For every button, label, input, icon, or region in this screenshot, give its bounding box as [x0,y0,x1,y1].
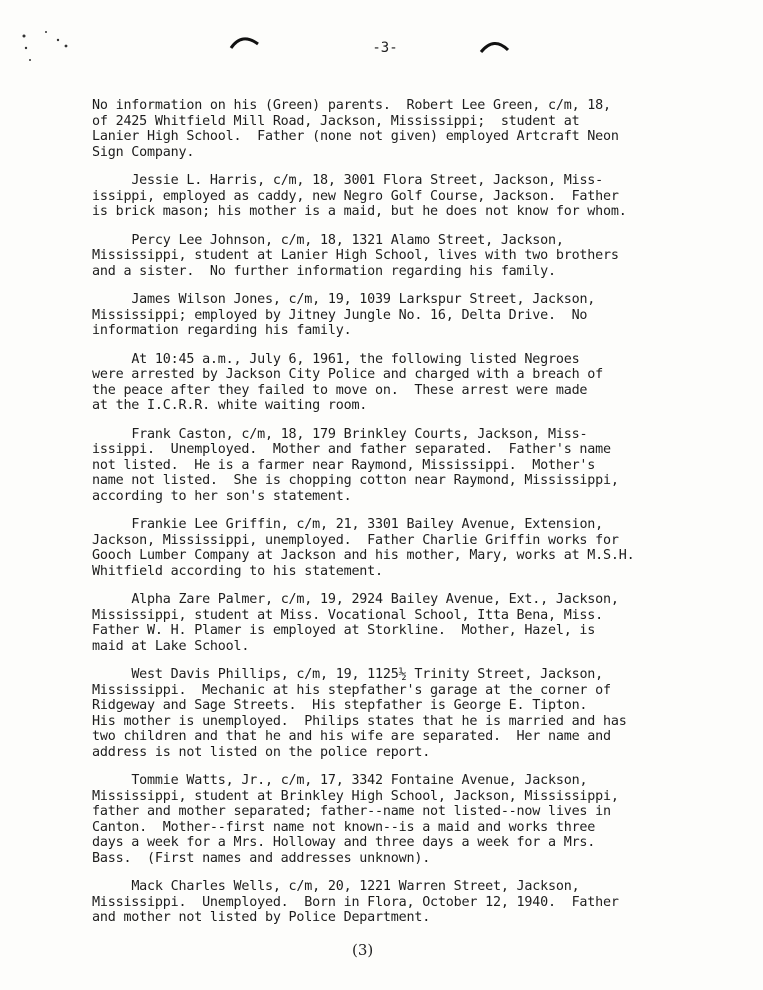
footer-page-mark: (3) [352,941,374,959]
document-body [92,98,710,939]
staple-mark-right [478,34,512,56]
paragraph-wells: Mack Charles Wells, c/m, 20, 1221 Warren Street, Jackson, Mississippi. Unemployed. Born in Flora, October 12, 1940. Father and mother not listed by Police Department. [92,879,619,925]
paragraph-jones: James Wilson Jones, c/m, 19, 1039 Larkspur Street, Jackson, Mississippi; employed by Jitney Jungle No. 16, Delta Drive. No information regarding his family. [92,292,596,338]
staple-mark-left [228,30,262,52]
paragraph-griffin: Frankie Lee Griffin, c/m, 21, 3301 Bailey Avenue, Extension, Jackson, Mississippi, unemployed. Father Charlie Griffin works for Gooch Lumber Company at Jackson and his mother, Mary, works at M.S.H. Whitfield according to his statement. [92,517,635,579]
paragraph-palmer: Alpha Zare Palmer, c/m, 19, 2924 Bailey Avenue, Ext., Jackson, Mississippi, student at Miss. Vocational School, Itta Bena, Miss. Father W. H. Plamer is employed at Storkline. Mother, Hazel, is maid at Lake School. [92,592,619,654]
paragraph-green: No information on his (Green) parents. Robert Lee Green, c/m, 18, of 2425 Whitfield Mill Road, Jackson, Mississippi; student at Lanier High School. Father (none not given) employed Artcraft Neon Sign Company. [92,98,619,160]
paragraph-caston: Frank Caston, c/m, 18, 179 Brinkley Courts, Jackson, Miss- issippi. Unemployed. Mother and father separated. Father's name not listed. He is a farmer near Raymond, Mississippi. Mother's name not listed. She is chopping cotton near Raymond, Mississippi, according to her son's statement. [92,426,619,504]
paragraph-harris: Jessie L. Harris, c/m, 18, 3001 Flora Street, Jackson, Miss- issippi, employed as caddy, new Negro Golf Course, Jackson. Father is brick mason; his mother is a maid, but he does not know for whom. [92,173,627,219]
paragraph-johnson: Percy Lee Johnson, c/m, 18, 1321 Alamo Street, Jackson, Mississippi, student at Lanier High School, lives with two brothers and a sister. No further information regarding his family. [92,232,619,279]
page-number: -3- [372,40,398,56]
corner-specks [18,26,78,66]
paragraph-watts: Tommie Watts, Jr., c/m, 17, 3342 Fontaine Avenue, Jackson, Mississippi, student at Brinkley High School, Jackson, Mississippi, father and mother separated; father--name not listed--now lives in Canton. Mother--first name not known--is a maid and works three days a week for a Mrs. Holloway and three days a week for a Mrs. Bass. (First names and addresses unknown). [92,773,619,866]
paragraph-arrest-intro: At 10:45 a.m., July 6, 1961, the following listed Negroes were arrested by Jackson City Police and charged with a breach of the peace after they failed to move on. These arrest were made at the I.C.R.R. white waiting room. [92,351,604,413]
paragraph-phillips: West Davis Phillips, c/m, 19, 1125½ Trinity Street, Jackson, Mississippi. Mechanic at his stepfather's garage at the corner of Ridgeway and Sage Streets. His stepfather is George E. Tipton. His mother is unemployed. Philips states that he is married and has two children and that he and his wife are separated. Her name and address is not listed on the police report. [92,667,627,760]
